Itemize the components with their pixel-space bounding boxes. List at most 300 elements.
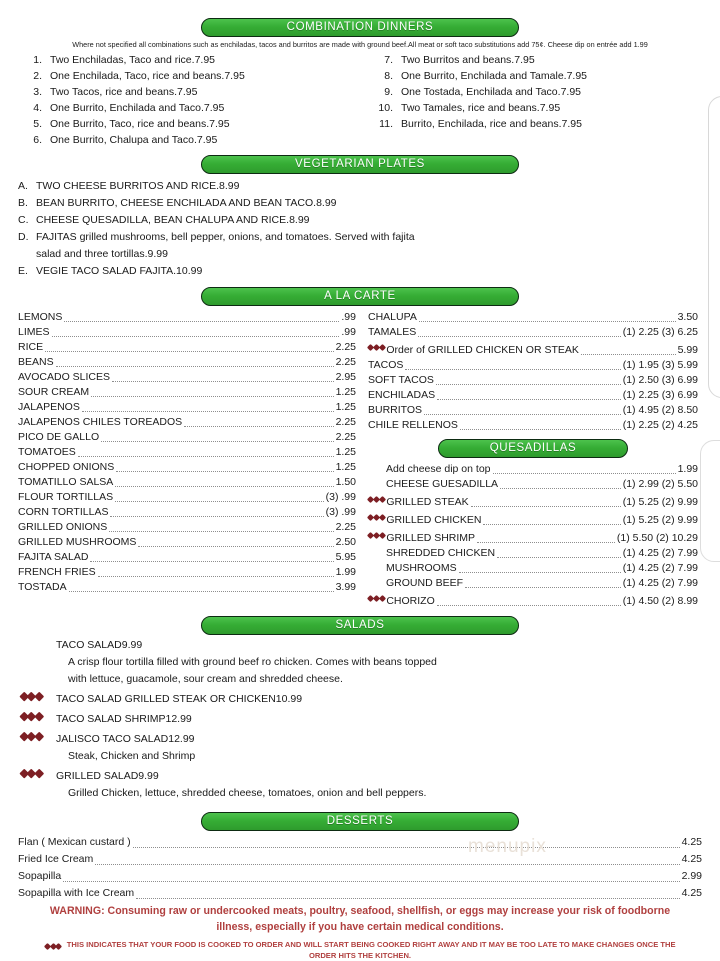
menu-item-price: 4.25 <box>681 853 702 865</box>
menu-item-name: One Burrito, Chalupa and Taco. <box>50 134 197 146</box>
triple-diamond-icon <box>368 533 385 538</box>
menu-item-name: BEANS <box>18 356 54 368</box>
a-la-carte-column-right <box>360 310 720 609</box>
cook-to-order-marker <box>20 708 56 728</box>
menu-item-name: GRILLED SALAD <box>56 770 139 782</box>
dot-leader <box>91 396 333 397</box>
a-la-carte-row <box>18 550 356 565</box>
section-a-la-carte <box>0 280 720 609</box>
dot-leader <box>405 369 620 370</box>
dot-leader <box>115 486 333 487</box>
section-salads <box>0 609 720 802</box>
dot-leader <box>133 847 680 848</box>
combination-dinner-number: 8. <box>384 70 393 82</box>
a-la-carte-row <box>18 490 356 505</box>
menu-item-price: 9.99 <box>138 770 159 782</box>
taco-salad-description-line-2: with lettuce, guacamole, sour cream and shredded cheese. <box>68 673 343 685</box>
salad-row <box>20 708 702 728</box>
menu-item-name: CHEESE QUESADILLA, BEAN CHALUPA AND RICE. <box>36 214 290 226</box>
combination-dinner-number: 10. <box>378 102 393 114</box>
dot-leader <box>95 864 679 865</box>
dot-leader <box>483 524 620 525</box>
dessert-row <box>18 885 702 902</box>
taco-salad-description-line-1: A crisp flour tortilla filled with ground beef ro chicken. Comes with beans topped <box>68 656 437 668</box>
menu-item-name: TACOS <box>368 359 404 371</box>
menu-item-price: 5.95 <box>335 551 356 563</box>
menu-item-name: TOMATILLO SALSA <box>18 476 114 488</box>
a-la-carte-row <box>368 403 698 418</box>
warning-line-2: illness, especially if you have certain medical conditions. <box>216 921 504 933</box>
menu-item-name: FAJITA SALAD <box>18 551 89 563</box>
cook-to-order-marker <box>368 591 386 609</box>
dot-leader <box>424 414 621 415</box>
dot-leader <box>136 898 679 899</box>
menu-item-price: (1) 5.25 (2) 9.99 <box>622 514 698 526</box>
dot-leader <box>115 501 324 502</box>
section-header-combination-dinners: COMBINATION DINNERS <box>201 18 519 37</box>
menu-item-price: 2.99 <box>681 870 702 882</box>
menu-item-name: GRILLED ONIONS <box>18 521 108 533</box>
dot-leader <box>459 572 621 573</box>
combination-dinner-number: 1. <box>33 54 42 66</box>
menu-item-price: 1.25 <box>335 446 356 458</box>
dot-leader <box>493 473 676 474</box>
menu-item-name: BEAN BURRITO, CHEESE ENCHILADA AND BEAN TACO. <box>36 197 317 209</box>
menu-item-name: Order of GRILLED CHICKEN OR STEAK <box>386 344 579 356</box>
menu-item-price: (1) 1.95 (3) 5.99 <box>622 359 698 371</box>
combination-dinner-number: 9. <box>384 86 393 98</box>
menu-item-name: One Burrito, Enchilada and Tamale. <box>401 70 567 82</box>
menu-item-name: CHORIZO <box>386 595 435 607</box>
a-la-carte-row <box>18 475 356 490</box>
triple-diamond-icon <box>368 515 385 520</box>
triple-diamond-icon <box>368 596 385 601</box>
combination-disclaimer: Where not specified all combinations such as enchiladas, tacos and burritos are made with ground beef.All meat or soft taco substitutions add 75¢. Cheese dip on entrée add 1.99 <box>72 40 648 49</box>
menu-item-price: 4.25 <box>681 836 702 848</box>
section-header-a-la-carte: A LA CARTE <box>201 287 519 306</box>
menu-item-name: TWO CHEESE BURRITOS AND RICE. <box>36 180 219 192</box>
a-la-carte-row <box>18 355 356 370</box>
a-la-carte-row <box>368 418 698 433</box>
dot-leader <box>56 366 334 367</box>
menu-item-price: 8.99 <box>289 214 310 226</box>
menu-item-price: 2.25 <box>335 431 356 443</box>
salad-row <box>20 728 702 748</box>
dot-leader <box>581 354 676 355</box>
cook-to-order-marker <box>20 651 56 654</box>
banner-wrap-combination-dinners <box>0 18 720 37</box>
triple-diamond-icon <box>368 497 385 502</box>
triple-diamond-icon <box>20 770 43 777</box>
triple-diamond-icon <box>20 713 43 720</box>
dessert-row <box>18 851 702 868</box>
menu-item-name: PICO DE GALLO <box>18 431 100 443</box>
triple-diamond-icon <box>44 944 61 949</box>
menu-item-name: FLOUR TORTILLAS <box>18 491 114 503</box>
menu-item-name: LEMONS <box>18 311 63 323</box>
menu-item-name: JALISCO TACO SALAD <box>56 733 169 745</box>
menu-item-name: RICE <box>18 341 44 353</box>
menu-item-price: (1) 2.25 (2) 4.25 <box>622 419 698 431</box>
a-la-carte-row <box>18 580 356 595</box>
menu-item-name: TOMATOES <box>18 446 76 458</box>
menu-item-price: 7.95 <box>203 102 225 114</box>
menu-item-name: FAJITAS grilled mushrooms, bell pepper, onions, and tomatoes. Served with fajita <box>36 231 415 243</box>
dot-leader <box>116 471 333 472</box>
menu-item-price: 12.99 <box>168 733 195 745</box>
menu-item-name: CORN TORTILLAS <box>18 506 109 518</box>
dot-leader <box>101 441 333 442</box>
watermark: menupix <box>468 836 547 857</box>
menu-item-name: GRILLED CHICKEN <box>386 514 482 526</box>
combination-dinner-row <box>16 116 353 132</box>
menu-item-price: 4.25 <box>681 887 702 899</box>
menu-item-price: 7.95 <box>560 86 581 98</box>
menu-item-name: Two Burritos and beans. <box>401 54 515 66</box>
combination-dinner-number: 2. <box>33 70 42 82</box>
a-la-carte-row <box>18 385 356 400</box>
menu-item-name: Two Tamales, rice and beans. <box>401 102 540 114</box>
dot-leader <box>418 336 620 337</box>
a-la-carte-row <box>18 565 356 580</box>
a-la-carte-row <box>18 505 356 520</box>
menu-item-name: FRENCH FRIES <box>18 566 96 578</box>
quesadilla-row <box>368 492 698 510</box>
desserts-body <box>0 831 720 902</box>
menu-item-price: .99 <box>341 311 356 323</box>
dot-leader <box>78 456 334 457</box>
quesadilla-row <box>368 510 698 528</box>
menu-item-name: Two Tacos, rice and beans. <box>50 86 178 98</box>
a-la-carte-row <box>18 445 356 460</box>
triple-diamond-icon <box>368 345 385 350</box>
menu-item-name: AVOCADO SLICES <box>18 371 110 383</box>
menu-item-name: SOFT TACOS <box>368 374 434 386</box>
triple-diamond-icon <box>20 693 43 700</box>
menu-item-price: 1.50 <box>335 476 356 488</box>
menu-item-name: One Burrito, Enchilada and Taco. <box>50 102 204 114</box>
menu-item-price: (1) 2.25 (3) 6.99 <box>622 389 698 401</box>
a-la-carte-columns <box>0 306 720 609</box>
menu-item-name: SOUR CREAM <box>18 386 90 398</box>
menu-item-name: Sopapilla with Ice Cream <box>18 887 135 899</box>
menu-item-price: 2.50 <box>335 536 356 548</box>
a-la-carte-row <box>368 340 698 358</box>
salad-row <box>20 688 702 708</box>
menu-item-name: LIMES <box>18 326 50 338</box>
menu-item-name: CHILE RELLENOS <box>368 419 458 431</box>
menu-item-name: GRILLED SHRIMP <box>386 532 476 544</box>
a-la-carte-row <box>368 388 698 403</box>
dot-leader <box>112 381 334 382</box>
dot-leader <box>90 561 333 562</box>
salad-row <box>20 637 702 654</box>
menu-item-name: JALAPENOS CHILES TOREADOS <box>18 416 183 428</box>
a-la-carte-row <box>18 460 356 475</box>
vegetarian-plate-row <box>0 263 720 280</box>
dot-leader <box>436 384 621 385</box>
menu-item-name: TACO SALAD <box>56 639 122 651</box>
menu-item-name: GRILLED MUSHROOMS <box>18 536 137 548</box>
cook-to-order-marker <box>368 510 386 528</box>
menu-item-name: GRILLED STEAK <box>386 496 469 508</box>
menu-item-name: One Burrito, Taco, rice and beans. <box>50 118 210 130</box>
menu-item-price: (3) .99 <box>325 506 356 518</box>
combination-dinner-row <box>367 52 704 68</box>
quesadilla-row <box>368 462 698 477</box>
menu-item-price: 1.25 <box>335 401 356 413</box>
menu-item-price: (1) 2.99 (2) 5.50 <box>622 478 698 490</box>
dot-leader <box>63 881 679 882</box>
triple-diamond-icon <box>20 733 43 740</box>
a-la-carte-row <box>18 310 356 325</box>
vegetarian-list <box>0 174 720 280</box>
dessert-row <box>18 868 702 885</box>
vegetarian-plate-row <box>0 212 720 229</box>
vegetarian-plate-row <box>0 195 720 212</box>
combination-dinner-row <box>367 100 704 116</box>
menu-item-price: 9.99 <box>147 248 168 260</box>
menu-item-name: SHREDDED CHICKEN <box>386 547 496 559</box>
quesadillas-list <box>368 458 698 609</box>
dot-leader <box>477 542 615 543</box>
menu-item-name: GROUND BEEF <box>386 577 464 589</box>
cook-to-order-marker <box>368 340 386 358</box>
dot-leader <box>184 426 333 427</box>
combination-dinner-number: 7. <box>384 54 393 66</box>
menu-item-name-continued: salad and three tortillas. <box>36 248 148 260</box>
combination-dinner-row <box>16 100 353 116</box>
menu-item-price: (3) .99 <box>325 491 356 503</box>
menu-item-price: 10.99 <box>275 693 303 705</box>
combination-column-right <box>367 52 704 148</box>
vegetarian-plate-letter: D. <box>18 231 29 243</box>
menu-item-price: 7.95 <box>561 118 582 130</box>
quesadilla-row <box>368 591 698 609</box>
dot-leader <box>138 546 333 547</box>
menu-item-price: (1) 4.25 (2) 7.99 <box>622 577 698 589</box>
menu-item-price: 12.99 <box>165 713 192 725</box>
menu-item-price: 2.25 <box>335 416 356 428</box>
combination-dinner-number: 3. <box>33 86 42 98</box>
menu-item-name: Sopapilla <box>18 870 62 882</box>
banner-wrap-salads <box>0 616 720 635</box>
menu-item-price: 7.95 <box>514 54 535 66</box>
menu-item-price: 7.95 <box>196 134 218 146</box>
menu-item-name: TACO SALAD GRILLED STEAK OR CHICKEN <box>56 693 276 705</box>
menu-item-name: CHALUPA <box>368 311 417 323</box>
jalisco-taco-salad-description: Steak, Chicken and Shrimp <box>68 750 196 762</box>
grilled-salad-description: Grilled Chicken, lettuce, shredded cheese, tomatoes, onion and bell peppers. <box>68 787 427 799</box>
menu-item-price: (1) 4.95 (2) 8.50 <box>622 404 698 416</box>
combination-dinner-number: 5. <box>33 118 42 130</box>
cook-to-order-note-text: THIS INDICATES THAT YOUR FOOD IS COOKED TO ORDER AND WILL START BEING COOKED RIGHT AWAY AND IT MAY BE TOO LATE TO MAKE CHANGES ONCE THE ORDER HITS THE KITCHEN. <box>66 940 676 960</box>
menu-item-name: CHEESE GUESADILLA <box>386 478 499 490</box>
dot-leader <box>471 506 621 507</box>
quesadilla-row <box>368 576 698 591</box>
dot-leader <box>460 429 621 430</box>
dot-leader <box>437 399 621 400</box>
cook-to-order-marker <box>20 765 56 785</box>
a-la-carte-row <box>18 325 356 340</box>
menu-item-price: 1.99 <box>335 566 356 578</box>
menu-item-price: 2.25 <box>335 341 356 353</box>
dot-leader <box>437 605 621 606</box>
combination-dinner-row <box>367 84 704 100</box>
quesadilla-row <box>368 546 698 561</box>
quesadilla-row <box>368 477 698 492</box>
menu-item-price: 7.95 <box>224 70 245 82</box>
menu-item-name: MUSHROOMS <box>386 562 457 574</box>
combination-column-left <box>16 52 353 148</box>
dot-leader <box>98 576 334 577</box>
cook-to-order-marker <box>368 492 386 510</box>
a-la-carte-row <box>368 310 698 325</box>
menu-item-price: 2.25 <box>335 521 356 533</box>
a-la-carte-row <box>18 400 356 415</box>
combination-dinner-number: 11. <box>379 118 393 130</box>
a-la-carte-row <box>18 415 356 430</box>
dot-leader <box>419 321 676 322</box>
menu-item-price: 7.95 <box>194 54 215 66</box>
salad-row <box>20 765 702 785</box>
a-la-carte-row <box>368 358 698 373</box>
menu-item-name: Burrito, Enchilada, rice and beans. <box>401 118 562 130</box>
combination-dinner-row <box>16 132 353 148</box>
quesadilla-row <box>368 561 698 576</box>
cook-to-order-note <box>0 934 720 961</box>
salads-body <box>0 635 720 802</box>
combination-dinner-row <box>367 116 704 132</box>
vegetarian-plate-continuation <box>0 246 720 263</box>
menu-item-price: 7.95 <box>209 118 230 130</box>
menu-item-price: 7.95 <box>177 86 198 98</box>
menu-item-price: (1) 2.25 (3) 6.25 <box>622 326 698 338</box>
banner-wrap-quesadillas <box>368 439 698 458</box>
menu-item-price: 2.95 <box>335 371 356 383</box>
menu-item-name: TOSTADA <box>18 581 67 593</box>
vegetarian-plate-letter: C. <box>18 214 29 226</box>
section-header-quesadillas: QUESADILLAS <box>438 439 628 458</box>
menu-item-price: (1) 4.25 (2) 7.99 <box>622 547 698 559</box>
a-la-carte-row <box>18 535 356 550</box>
menu-item-price: (1) 5.25 (2) 9.99 <box>622 496 698 508</box>
menu-item-price: 8.99 <box>219 180 240 192</box>
menu-item-price: 7.95 <box>539 102 561 114</box>
banner-wrap-desserts <box>0 812 720 831</box>
a-la-carte-column-left <box>0 310 360 609</box>
dessert-row <box>18 834 702 851</box>
combination-columns <box>0 52 720 148</box>
banner-wrap-a-la-carte <box>0 287 720 306</box>
dot-leader <box>64 321 339 322</box>
vegetarian-plate-letter: A. <box>18 180 28 192</box>
section-header-desserts: DESSERTS <box>201 812 519 831</box>
menu-item-name: ENCHILADAS <box>368 389 436 401</box>
section-combination-dinners <box>0 0 720 148</box>
menu-item-name: VEGIE TACO SALAD FAJITA. <box>36 265 177 277</box>
section-footer-warnings <box>0 902 720 961</box>
dot-leader <box>45 351 333 352</box>
menu-item-name: Add cheese dip on top <box>386 463 491 475</box>
vegetarian-plate-letter: E. <box>18 265 28 277</box>
menu-item-name: One Enchilada, Taco, rice and beans. <box>50 70 225 82</box>
menu-item-name: CHOPPED ONIONS <box>18 461 115 473</box>
section-header-vegetarian-plates: VEGETARIAN PLATES <box>201 155 519 174</box>
cook-to-order-marker <box>368 528 386 546</box>
combination-dinner-row <box>367 68 704 84</box>
quesadilla-row <box>368 528 698 546</box>
menu-item-price: 1.25 <box>335 461 356 473</box>
section-vegetarian-plates <box>0 148 720 280</box>
menu-item-price: 3.50 <box>677 311 698 323</box>
vegetarian-plate-row <box>0 229 720 246</box>
menu-item-price: 7.95 <box>566 70 588 82</box>
menu-item-name: One Tostada, Enchilada and Taco. <box>401 86 561 98</box>
a-la-carte-row <box>18 370 356 385</box>
dot-leader <box>465 587 621 588</box>
combination-dinner-row <box>16 68 353 84</box>
vegetarian-plate-letter: B. <box>18 197 28 209</box>
warning-line-1: WARNING: Consuming raw or undercooked meats, poultry, seafood, shellfish, or eggs may increase your risk of foodborne <box>49 905 671 917</box>
menu-item-price: (1) 4.50 (2) 8.99 <box>622 595 698 607</box>
menu-item-price: (1) 4.25 (2) 7.99 <box>622 562 698 574</box>
a-la-carte-row <box>18 340 356 355</box>
menu-item-price: 1.99 <box>677 463 698 475</box>
cook-to-order-marker <box>20 728 56 748</box>
menu-item-name: BURRITOS <box>368 404 423 416</box>
section-desserts <box>0 802 720 902</box>
menu-item-name: Flan ( Mexican custard ) <box>18 836 131 848</box>
dot-leader <box>82 411 334 412</box>
menu-item-price: 1.25 <box>335 386 356 398</box>
a-la-carte-row <box>368 373 698 388</box>
menu-item-name: Fried Ice Cream <box>18 853 94 865</box>
menu-item-price: 9.99 <box>121 639 143 651</box>
a-la-carte-row <box>368 325 698 340</box>
a-la-carte-right-list <box>368 310 698 433</box>
menu-item-name: JALAPENOS <box>18 401 80 413</box>
combination-dinner-row <box>16 84 353 100</box>
menu-item-name: TAMALES <box>368 326 417 338</box>
dot-leader <box>69 591 334 592</box>
menu-item-name: TACO SALAD SHRIMP <box>56 713 166 725</box>
menu-item-price: 8.99 <box>316 197 337 209</box>
menu-item-price: 3.99 <box>335 581 356 593</box>
menu-item-price: 2.25 <box>335 356 356 368</box>
section-header-salads: SALADS <box>201 616 519 635</box>
cook-to-order-marker <box>20 688 56 708</box>
vegetarian-plate-row <box>0 178 720 195</box>
combination-dinner-row <box>16 52 353 68</box>
dot-leader <box>497 557 621 558</box>
banner-wrap-vegetarian-plates <box>0 155 720 174</box>
menu-item-price: 10.99 <box>176 265 203 277</box>
menu-item-name: Two Enchiladas, Taco and rice. <box>50 54 195 66</box>
menu-item-price: .99 <box>341 326 356 338</box>
dot-leader <box>52 336 340 337</box>
menu-item-price: 5.99 <box>677 344 698 356</box>
menu-item-price: (1) 5.50 (2) 10.29 <box>616 532 698 544</box>
combination-dinner-number: 4. <box>33 102 42 114</box>
a-la-carte-row <box>18 430 356 445</box>
dot-leader <box>110 516 323 517</box>
dot-leader <box>109 531 333 532</box>
combination-dinner-number: 6. <box>33 134 42 146</box>
a-la-carte-row <box>18 520 356 535</box>
dot-leader <box>500 488 621 489</box>
menu-item-price: (1) 2.50 (3) 6.99 <box>622 374 698 386</box>
